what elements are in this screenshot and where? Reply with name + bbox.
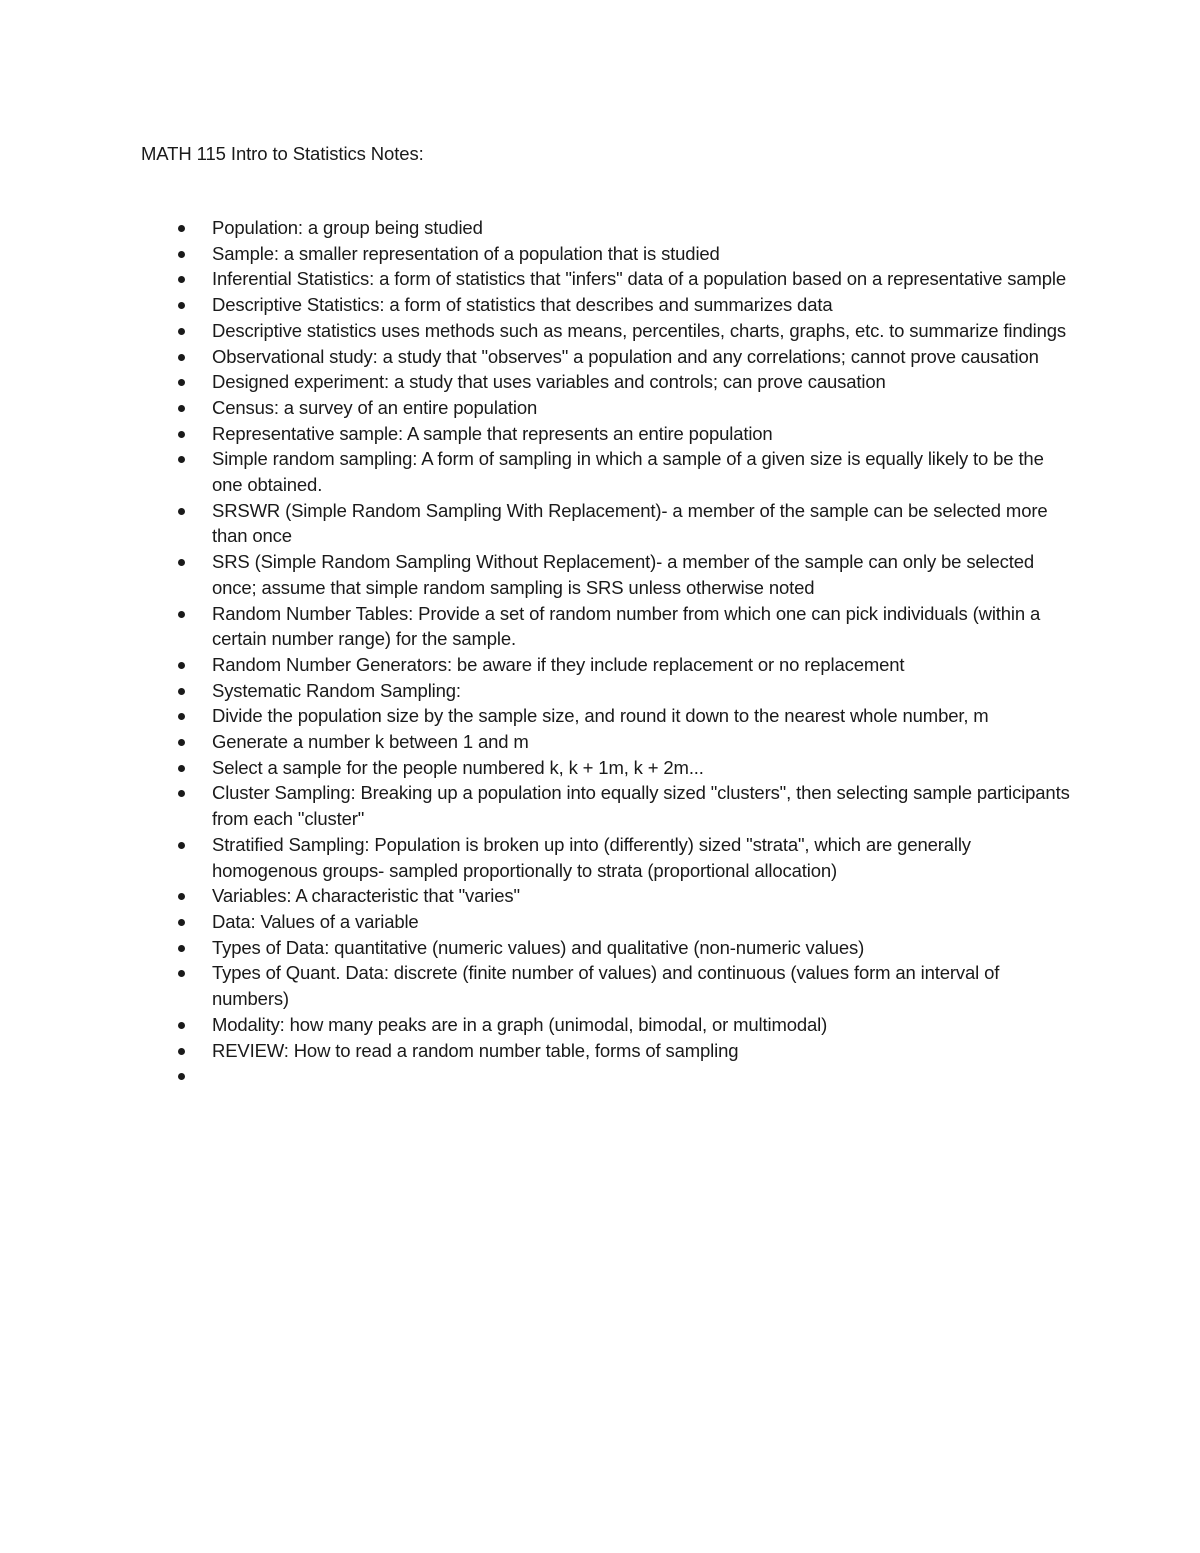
list-item-text: Variables: A characteristic that "varies" bbox=[212, 885, 520, 907]
notes-list bbox=[212, 215, 1072, 1089]
bullet-icon bbox=[178, 251, 185, 258]
list-item bbox=[212, 241, 1072, 267]
bullet-icon bbox=[178, 790, 185, 797]
list-item-text: Simple random sampling: A form of sampling in which a sample of a given size is equally likely to be the one obtained. bbox=[212, 448, 1044, 496]
bullet-icon bbox=[178, 354, 185, 361]
list-item bbox=[212, 1012, 1072, 1038]
bullet-icon bbox=[178, 688, 185, 695]
list-item-text: Types of Quant. Data: discrete (finite number of values) and continuous (values form an interval of numbers) bbox=[212, 962, 1000, 1010]
list-item-text: Sample: a smaller representation of a population that is studied bbox=[212, 242, 720, 264]
list-item bbox=[212, 215, 1072, 241]
bullet-icon bbox=[178, 1073, 185, 1080]
page-title: MATH 115 Intro to Statistics Notes: bbox=[141, 143, 424, 164]
bullet-icon bbox=[178, 456, 185, 463]
bullet-icon bbox=[178, 713, 185, 720]
bullet-icon bbox=[178, 1048, 185, 1055]
list-item bbox=[212, 960, 1072, 1011]
bullet-icon bbox=[178, 970, 185, 977]
list-item-text: Observational study: a study that "observes" a population and any correlations; cannot prove causation bbox=[212, 345, 1039, 367]
bullet-icon bbox=[178, 559, 185, 566]
list-item-text: Data: Values of a variable bbox=[212, 910, 419, 932]
list-item bbox=[212, 909, 1072, 935]
list-item bbox=[212, 1038, 1072, 1064]
bullet-icon bbox=[178, 739, 185, 746]
list-item-text: Random Number Generators: be aware if they include replacement or no replacement bbox=[212, 653, 905, 675]
list-item-text: Random Number Tables: Provide a set of random number from which one can pick individuals (within a certain number range) for the sample. bbox=[212, 602, 1041, 650]
list-item-text: Cluster Sampling: Breaking up a population into equally sized "clusters", then selecting sample participants from each "cluster" bbox=[212, 782, 1070, 830]
list-item bbox=[212, 1063, 1072, 1089]
list-item bbox=[212, 780, 1072, 831]
list-item-text: Descriptive statistics uses methods such as means, percentiles, charts, graphs, etc. to summarize findings bbox=[212, 319, 1066, 341]
list-item-text bbox=[212, 1063, 1072, 1089]
list-item bbox=[212, 318, 1072, 344]
list-item bbox=[212, 395, 1072, 421]
bullet-icon bbox=[178, 611, 185, 618]
list-item bbox=[212, 703, 1072, 729]
bullet-icon bbox=[178, 508, 185, 515]
list-item bbox=[212, 549, 1072, 600]
list-item-text: Stratified Sampling: Population is broken up into (differently) sized "strata", which are generally homogenous groups- sampled proportionally to strata (proportional allocation) bbox=[212, 833, 971, 881]
list-item-text: REVIEW: How to read a random number table, forms of sampling bbox=[212, 1039, 739, 1061]
bullet-icon bbox=[178, 276, 185, 283]
bullet-icon bbox=[178, 1022, 185, 1029]
bullet-icon bbox=[178, 919, 185, 926]
list-item-text: Representative sample: A sample that represents an entire population bbox=[212, 422, 773, 444]
list-item-text: Inferential Statistics: a form of statistics that "infers" data of a population based on a representative sample bbox=[212, 268, 1066, 290]
list-item bbox=[212, 266, 1072, 292]
bullet-icon bbox=[178, 765, 185, 772]
list-item-text: Designed experiment: a study that uses variables and controls; can prove causation bbox=[212, 371, 886, 393]
bullet-icon bbox=[178, 405, 185, 412]
bullet-icon bbox=[178, 431, 185, 438]
list-item-text: Systematic Random Sampling: bbox=[212, 679, 461, 701]
bullet-icon bbox=[178, 225, 185, 232]
list-item-text: Divide the population size by the sample size, and round it down to the nearest whole number, m bbox=[212, 705, 989, 727]
bullet-icon bbox=[178, 945, 185, 952]
bullet-icon bbox=[178, 379, 185, 386]
list-item bbox=[212, 755, 1072, 781]
list-item-text: SRS (Simple Random Sampling Without Replacement)- a member of the sample can only be selected once; assume that simple random sampling is SRS unless otherwise noted bbox=[212, 551, 1035, 598]
list-item bbox=[212, 652, 1072, 678]
list-item bbox=[212, 935, 1072, 961]
list-item-text: Descriptive Statistics: a form of statistics that describes and summarizes data bbox=[212, 294, 833, 316]
list-item-text: SRSWR (Simple Random Sampling With Replacement)- a member of the sample can be selected more than once bbox=[212, 499, 1048, 547]
list-item-text: Population: a group being studied bbox=[212, 217, 483, 238]
bullet-icon bbox=[178, 662, 185, 669]
list-item bbox=[212, 421, 1072, 447]
list-item bbox=[212, 883, 1072, 909]
bullet-icon bbox=[178, 893, 185, 900]
list-item-text: Census: a survey of an entire population bbox=[212, 396, 538, 418]
list-item bbox=[212, 369, 1072, 395]
list-item bbox=[212, 729, 1072, 755]
list-item bbox=[212, 678, 1072, 704]
list-item bbox=[212, 498, 1072, 549]
list-item bbox=[212, 832, 1072, 883]
bullet-icon bbox=[178, 328, 185, 335]
bullet-icon bbox=[178, 842, 185, 849]
list-item-text: Modality: how many peaks are in a graph (unimodal, bimodal, or multimodal) bbox=[212, 1013, 828, 1035]
list-item-text: Types of Data: quantitative (numeric values) and qualitative (non-numeric values) bbox=[212, 936, 865, 958]
bullet-icon bbox=[178, 302, 185, 309]
list-item bbox=[212, 446, 1072, 497]
list-item bbox=[212, 344, 1072, 370]
list-item-text: Select a sample for the people numbered k, k + 1m, k + 2m... bbox=[212, 756, 704, 778]
list-item bbox=[212, 292, 1072, 318]
list-item-text: Generate a number k between 1 and m bbox=[212, 731, 529, 753]
list-item bbox=[212, 601, 1072, 652]
